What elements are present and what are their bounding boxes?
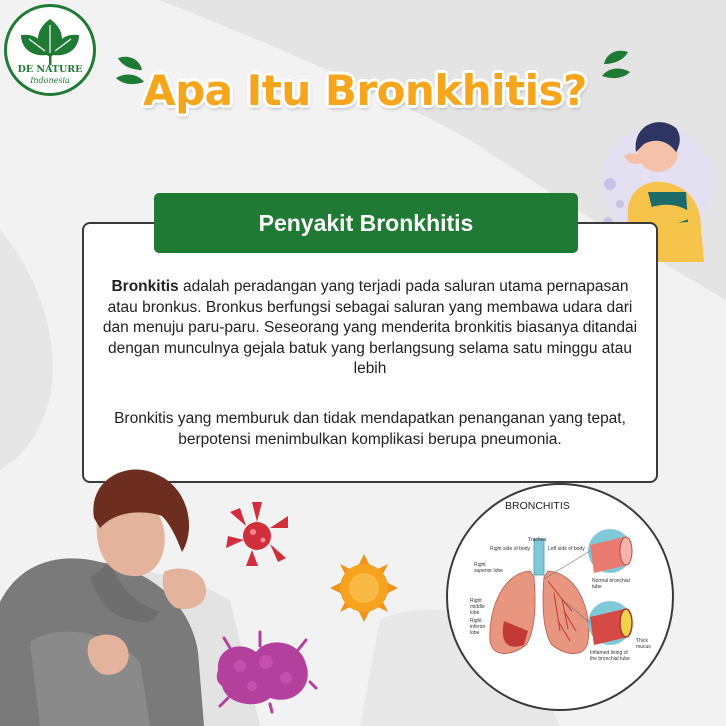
brand-logo	[4, 4, 96, 96]
purple-virus-icon	[210, 626, 318, 714]
bronchitis-diagram	[444, 481, 676, 713]
page-title: Apa Itu Bronkhitis?	[143, 66, 587, 115]
definition-term: Bronkitis	[111, 278, 179, 295]
label-right-side: Right side of body	[490, 546, 531, 552]
complication-paragraph: Bronkitis yang memburuk dan tidak mendapatkan penanganan yang tepat, berpotensi menimbulkan komplikasi berupa pneumonia.	[114, 410, 626, 448]
label-trachea: Trachea	[528, 537, 547, 543]
red-virus-icon	[222, 498, 292, 568]
leaf-icon	[7, 9, 93, 69]
coughing-woman-illustration	[0, 452, 230, 726]
brand-name: DE NATURE	[17, 64, 83, 75]
label-right-middle: Right middle lobe	[470, 598, 485, 616]
label-right-superior: Right superior lobe	[474, 562, 503, 574]
label-thick-mucus: Thick mucus	[636, 638, 651, 650]
brand-subtitle: Indonesia	[30, 76, 70, 85]
definition-text: adalah peradangan yang terjadi pada saluran utama pernapasan atau bronkus. Bronkus berfungsi sebagai saluran yang membawa udara dari dan menuju paru-paru. Seseorang yang menderita bronkitis biasanya ditandai dengan munculnya gejala batuk yang berlangsung selama satu minggu atau lebih	[102, 278, 638, 377]
label-normal-tube: Normal bronchial tube	[592, 578, 630, 590]
label-inflamed-lining: Inflamed lining of the bronchial tube	[590, 650, 630, 662]
label-left-side: Left side of body	[548, 546, 585, 552]
definition-paragraph	[100, 277, 640, 380]
orange-virus-icon	[322, 546, 406, 630]
diagram-title: BRONCHITIS	[505, 500, 570, 512]
section-title: Penyakit Bronkhitis	[154, 193, 578, 253]
label-right-inferior: Right inferior lobe	[470, 618, 486, 636]
